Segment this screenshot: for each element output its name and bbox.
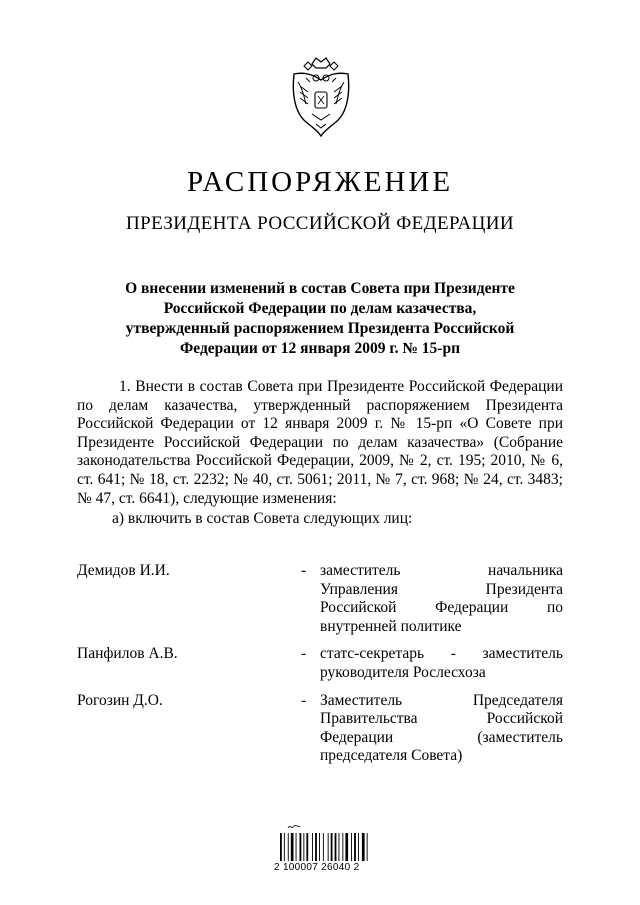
heading-line: О внесении изменений в состав Совета при Президенте	[125, 280, 515, 297]
position-line: председателя Совета)	[320, 747, 463, 765]
position-line: Управления Президента	[320, 580, 563, 598]
members-list	[77, 562, 563, 766]
member-name: Демидов И.И.	[77, 562, 170, 579]
coat-of-arms-icon	[282, 52, 360, 144]
member-position	[320, 562, 563, 636]
position-line: Федерации (заместитель	[320, 728, 563, 746]
position-line: внутренней политике	[320, 617, 462, 635]
document-body	[77, 378, 563, 529]
member-entry	[77, 562, 563, 636]
member-dash: -	[301, 562, 307, 579]
document-title: РАСПОРЯЖЕНИЕ	[186, 166, 454, 198]
member-dash: -	[301, 645, 307, 663]
position-line: заместитель начальника	[320, 562, 563, 579]
heading-line: утвержденный распоряжением Президента Российской	[125, 320, 515, 337]
document-subtitle: ПРЕЗИДЕНТА РОССИЙСКОЙ ФЕДЕРАЦИИ	[126, 213, 514, 234]
paragraph-1: 1. Внести в состав Совета при Президенте Российской Федерации по делам казачества, утвержденный распоряжением Президента Российской Федерации от 12 января 2009 г. № 15-рп «О Совете при Президенте Российской Федерации по делам казачества» (Собрание законодательства Российской Федерации, 2009, № 2, ст. 195; 2010, № 6, ст. 641; № 18, ст. 2232; № 40, ст. 5061; 2011, № 7, ст. 968; № 24, ст. 3483; № 47, ст. 6641), следующие изменения:	[77, 378, 563, 507]
barcode-number: 2 100007 26040 2	[274, 862, 360, 873]
member-entry	[77, 692, 563, 766]
item-a: а) включить в состав Совета следующих лиц:	[112, 510, 413, 528]
member-name: Панфилов А.В.	[77, 645, 178, 663]
position-line: статс-секретарь - заместитель	[320, 645, 563, 663]
position-line: руководителя Рослесхоза	[320, 663, 486, 681]
position-line: Правительства Российской	[320, 710, 563, 728]
heading-line: Федерации от 12 января 2009 г. № 15-рп	[179, 340, 461, 357]
heading-line: Российской Федерации по делам казачества,	[163, 300, 477, 317]
member-name: Рогозин Д.О.	[77, 691, 163, 709]
member-dash: -	[301, 691, 307, 709]
member-position	[320, 692, 563, 766]
document-heading	[80, 279, 560, 359]
position-line: Российской Федерации по	[320, 599, 563, 617]
position-line: Заместитель Председателя	[320, 691, 563, 709]
member-position	[320, 645, 563, 682]
member-entry	[77, 645, 563, 682]
